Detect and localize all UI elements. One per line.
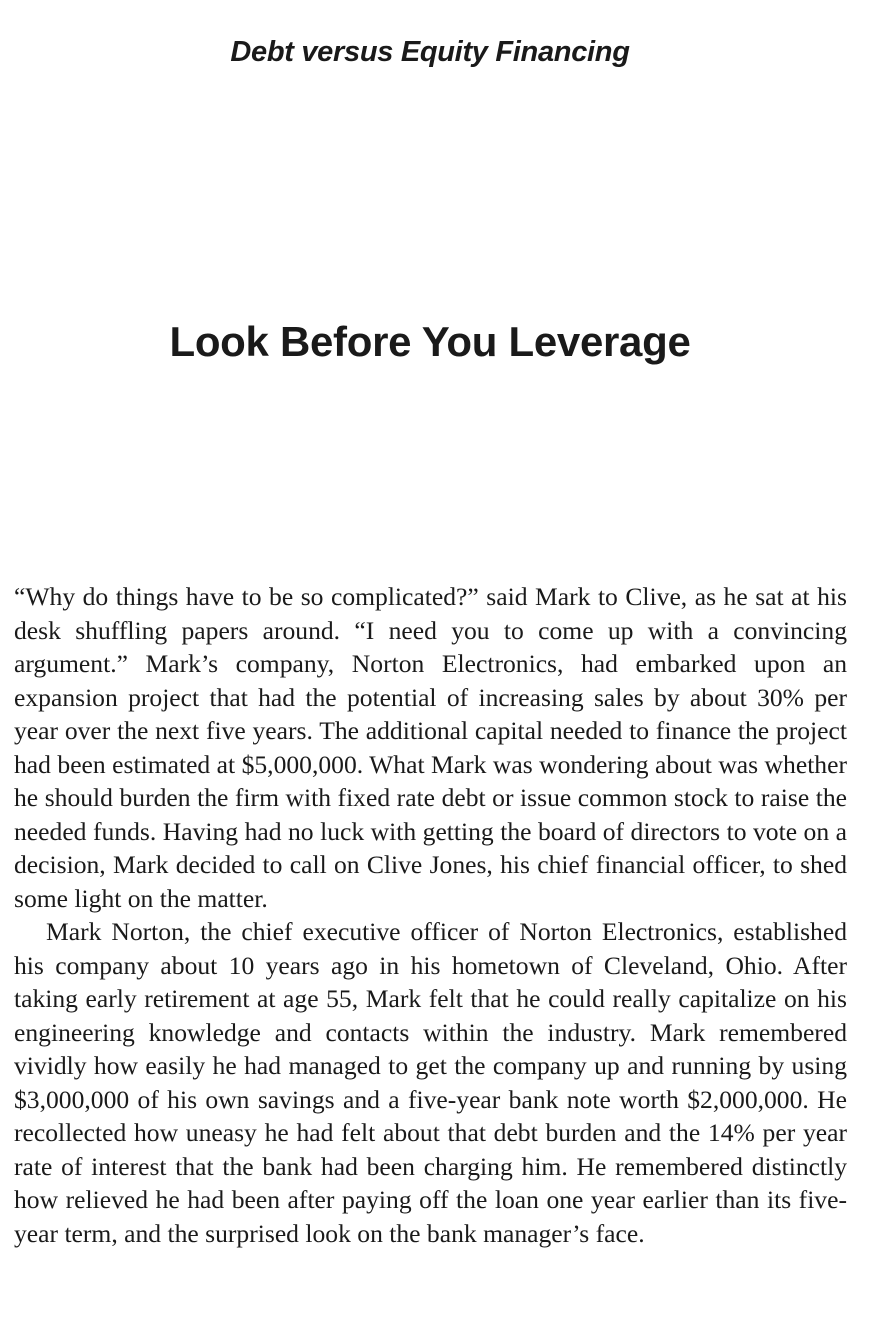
running-head: Debt versus Equity Financing <box>230 36 630 68</box>
paragraph: “Why do things have to be so complicated?” said Mark to Clive, as he sat at his desk shuffling papers around. “I need you to come up with a convincing argument.” Mark’s company, Norton Electronics, had embarked upon an expansion project that had the potential of increasing sales by about 30% per year over the next five years. The additional capital needed to finance the project had been estimated at $5,000,000. What Mark was wondering about was whether he should burden the firm with fixed rate debt or issue common stock to raise the needed funds. Having had no luck with getting the board of directors to vote on a decision, Mark decided to call on Clive Jones, his chief financial officer, to shed some light on the matter. <box>14 582 847 913</box>
body-text <box>14 580 847 1250</box>
chapter-title: Look Before You Leverage <box>169 318 691 365</box>
paragraph: Mark Norton, the chief executive officer of Norton Electronics, established his company about 10 years ago in his hometown of Cleveland, Ohio. After taking early retirement at age 55, Mark felt that he could really capitalize on his engineering knowledge and contacts within the industry. Mark remembered vividly how easily he had managed to get the company up and running by using $3,000,000 of his own savings and a five-year bank note worth $2,000,000. He recollected how uneasy he had felt about that debt burden and the 14% per year rate of interest that the bank had been charging him. He remembered distinctly how relieved he had been after paying off the loan one year earlier than its five-year term, and the surprised look on the bank manager’s face. <box>14 917 847 1248</box>
